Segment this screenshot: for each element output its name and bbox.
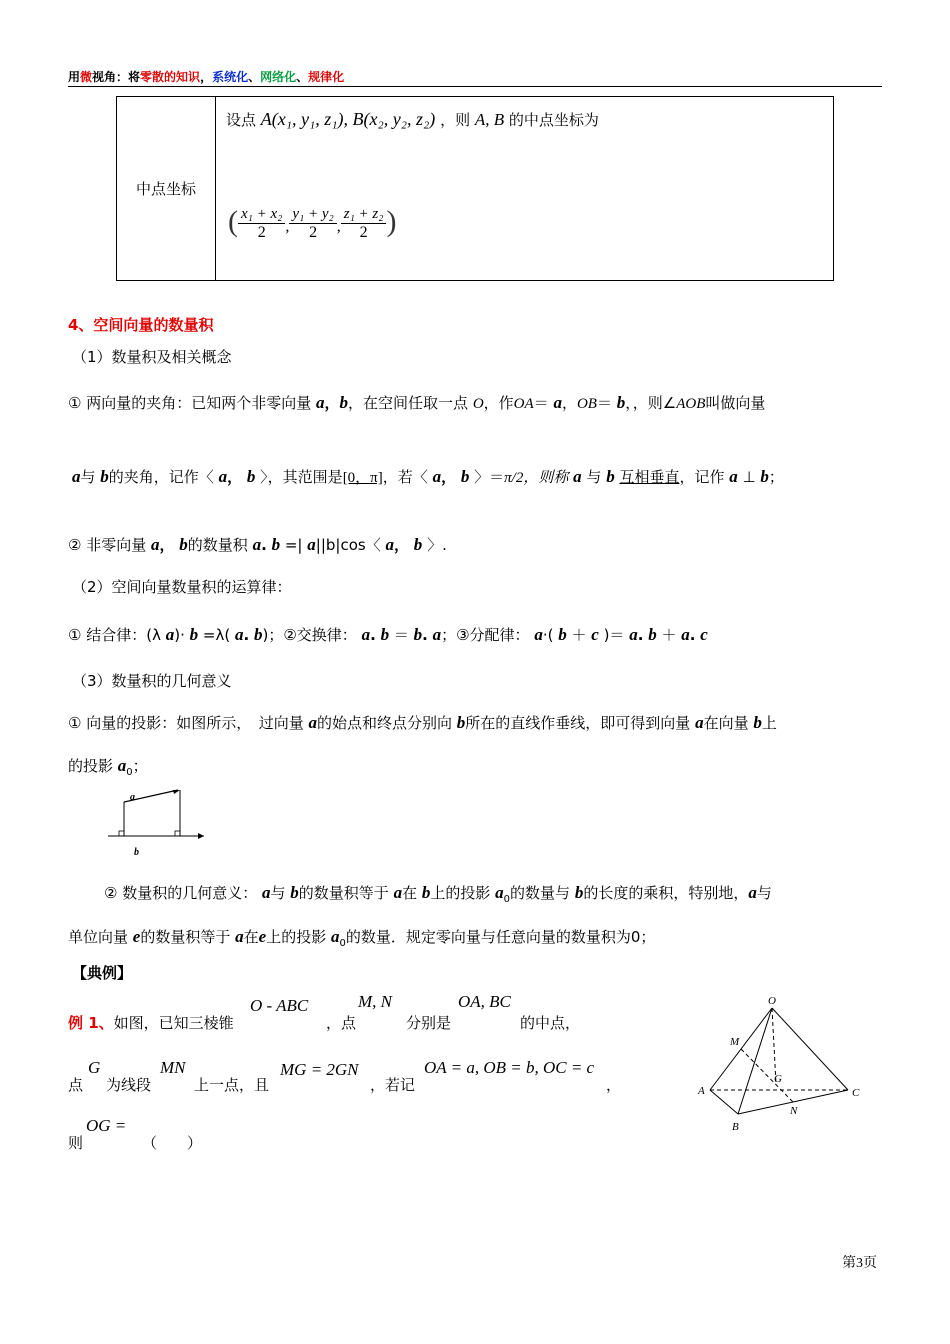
midpoint-label: 中点坐标 [135,180,196,198]
math-g: G [88,1058,101,1077]
frac-denominator: 2 [257,224,266,242]
answer-blank: （ ） [142,1134,203,1152]
header-text: 视角：将 [92,70,141,84]
text: ，点 [326,1014,357,1032]
frac-denominator: 2 [309,224,318,242]
vertex-label: O [768,995,776,1007]
frac-numerator-x: x₁ + x₂ [238,206,285,224]
frac-numerator-y: y₁ + y₂ [289,206,336,224]
midpoint-content-cell [216,97,834,281]
header-rule [68,86,882,87]
example-label: 例 1、 [68,1014,114,1032]
text: 的数量与 [510,884,571,902]
text: 所在的直线作垂线，即可得到向量 [465,714,691,732]
page-header [68,68,344,85]
text: ， [606,1076,622,1094]
header-text: 零散的知识 [140,70,201,84]
line-laws: ① 结合律：(λ a)· b =λ( a. b)；②交换律： a. b ＝ b. a；③分配律： a·( b ＋ c )＝ a. b ＋ a. c [68,625,708,644]
text: =λ( [202,626,231,644]
header-text: 用 [68,70,81,84]
text: =| [284,536,303,554]
text: ||b|cos〈 [315,536,381,554]
header-text: 微 [80,70,93,84]
midpoint-formula: ( $\frac{\text{x₁ + x₂}}{2}$ , $\frac{\text{y₁ + y₂}}{2}$ , $\frac{\text{z₁ + z₂}}{2}$ ) [228,205,397,242]
text: 的数量积等于 [298,884,389,902]
line-geometric-meaning-2: 单位向量 e的数量积等于 a在e上的投影 $a_0$的数量．规定零向量与任意向量的数量积为0； [68,927,656,949]
text: 的长度的乘积，特别地， [583,884,749,902]
line-angle-def: ① 两向量的夹角：已知两个非零向量 a，b，在空间任取一点 O，作OA＝ a，OB＝ b，，则∠AOB叫做向量 [68,393,766,412]
text: ① 两向量的夹角：已知两个非零向量 [68,394,312,412]
text: 上一点，且 [194,1076,270,1094]
vertex-label: A [698,1085,705,1097]
example-heading: 【典例】 [72,964,133,982]
page-number: 第3页 [842,1256,877,1271]
header-text: ， [200,70,213,84]
text: ，作 [483,394,514,412]
text: ② 非零向量 [68,536,147,554]
header-text: 、 [248,70,261,84]
text: 如图，已知三棱锥 [113,1014,234,1032]
projection-figure [104,782,210,860]
text: 的中点， [520,1014,581,1032]
midpoint-ab: A, B [474,110,505,129]
text: 点 [68,1076,84,1094]
math-vectors: OA = a, OB = b, OC = c [424,1058,595,1077]
label-a: a [130,792,135,803]
text: 〉. [427,536,447,554]
text: ，记作 [679,468,725,486]
text: ；②交换律： [268,626,357,644]
vertex-label: N [790,1105,798,1117]
text: 〉＝ [474,468,505,486]
midpoint-intro: 设点 [226,111,257,129]
midpoint-points: A(x₁, y₁, z₁), B(x₂, y₂, z₂) [260,109,436,129]
example-line-1 [68,1012,234,1033]
text: 的数量积 [187,536,248,554]
math-oa-bc: OA, BC [458,992,511,1011]
text: ，若〈 [382,468,428,486]
text: 的数量积等于 [140,928,231,946]
text: 则 [68,1134,84,1152]
header-text: 、 [296,70,309,84]
text: ，则∠ [632,394,677,412]
text: ，在空间任取一点 [348,394,469,412]
math-mn: M, N [358,992,392,1011]
text: ；③分配律： [441,626,530,644]
angle-range: [0，π] [342,470,383,486]
math-relation: MG = 2GN [280,1060,359,1079]
vertex-label: M [730,1036,740,1048]
line-projection: ① 向量的投影：如图所示， 过向量 a的始点和终点分别向 b所在的直线作垂线，即可得到向量 a在向量 b上 [68,713,777,732]
text: 为线段 [106,1076,152,1094]
perpendicular-term: 互相垂直 [619,468,680,486]
text: 单位向量 [68,928,129,946]
line-projection-2: 的投影 $a_0$； [68,756,148,778]
text: 上的投影 [266,928,327,946]
text: 在向量 [703,714,749,732]
tetrahedron-figure [690,990,870,1136]
text: 的始点和终点分别向 [317,714,453,732]
text: 上 [761,714,777,732]
text: 与 [80,468,96,486]
math-pyramid: O - ABC [250,996,309,1015]
frac-numerator-z: z₁ + z₂ [341,206,387,224]
text: 分别是 [406,1014,452,1032]
vertex-label: B [732,1121,739,1133]
header-text: 系统化 [212,70,249,84]
text: 的投影 [68,757,114,775]
text: ，则称 [523,468,569,486]
text: 的夹角，记作〈 [108,468,214,486]
text: 的数量．规定零向量与任意向量的数量积为0； [345,928,656,946]
header-text: 规律化 [308,70,345,84]
subsection-1: （1）数量积及相关概念 [72,348,232,366]
text: ① 向量的投影：如图所示， 过向量 [68,714,304,732]
line-geometric-meaning: ② 数量积的几何意义： a与 b的数量积等于 a在 b上的投影 $a_0$的数量与 b的长度的乘积，特别地，a与 [104,883,772,905]
math-mn-segment: MN [160,1058,186,1077]
section-title: 4、空间向量的数量积 [68,316,214,334]
subsection-3: （3）数量积的几何意义 [72,672,232,690]
text: 上的投影 [430,884,491,902]
vertex-label: C [852,1087,860,1099]
vertex-label: G [774,1073,782,1085]
text: 〉，其范围是 [260,468,343,486]
frac-denominator: 2 [359,224,368,242]
subsection-2: （2）空间向量数量积的运算律： [72,578,292,596]
midpoint-then: ，则 [440,111,471,129]
math-og: OG = [86,1116,127,1135]
midpoint-label-cell [117,97,216,281]
text: ① 结合律：(λ [68,626,161,644]
text: 叫做向量 [705,394,766,412]
label-b: b [134,847,139,858]
line-angle-notation: a与 b的夹角，记作〈 a， b 〉，其范围是[0，π]，若〈 a， b 〉＝π/2，则称 a 与 b 互相垂直，记作 a ⊥ b； [72,467,784,486]
midpoint-table [116,96,834,281]
text: ，若记 [370,1076,416,1094]
line-dot-product-def: ② 非零向量 a， b的数量积 a. b =| a||b|cos〈 a， b 〉. [68,535,447,554]
header-text: 网络化 [260,70,297,84]
text: ② 数量积的几何意义： [104,884,258,902]
midpoint-tail: 的中点坐标为 [508,111,599,129]
